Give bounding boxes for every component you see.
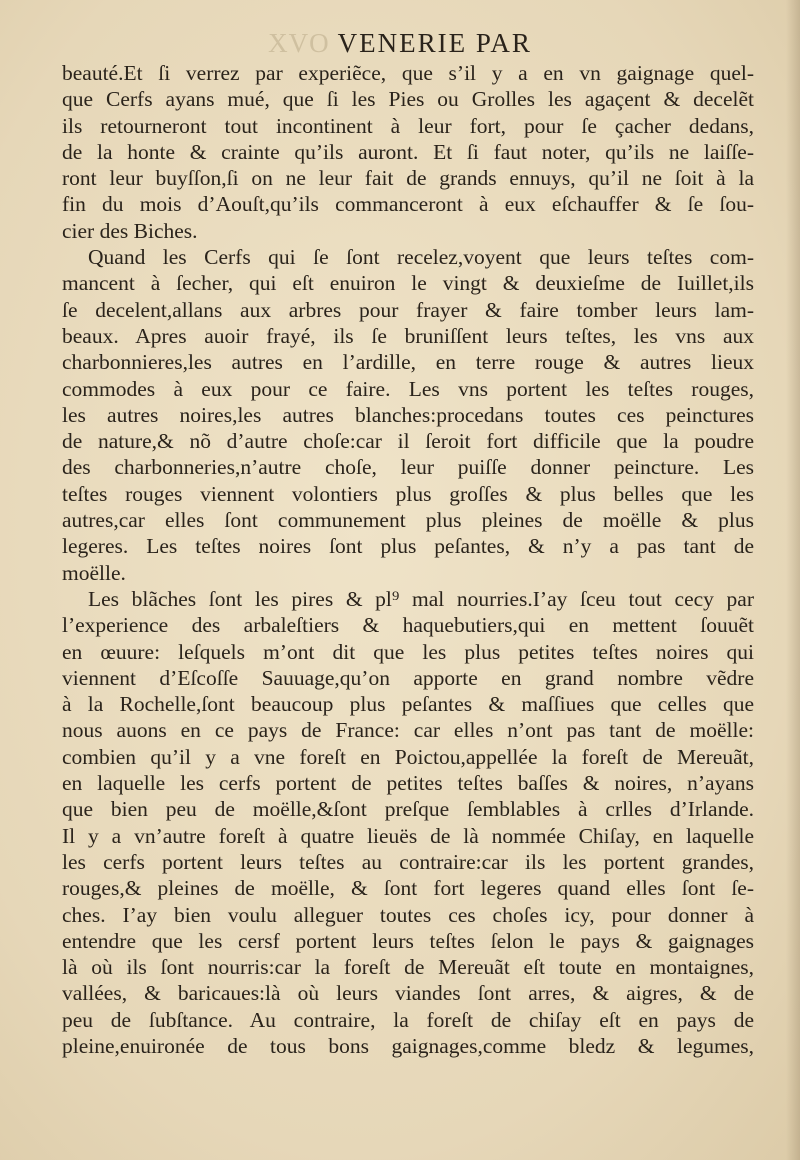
text-line: combien qu’il y a vne foreſt en Poictou,appellée la foreſt de Mereuãt, <box>62 744 754 769</box>
text-line: en œuure: leſquels m’ont dit que les plus petites teſtes noires qui <box>62 639 754 664</box>
text-line: de la honte & crainte qu’ils auront. Et ſi faut noter, qu’ils ne laiſſe- <box>62 139 754 164</box>
text-line: nous auons en ce pays de France: car elles n’ont pas tant de moëlle: <box>62 718 754 743</box>
text-line: viennent d’Eſcoſſe Sauuage,qu’on apporte en grand nombre vẽdre <box>62 665 754 690</box>
text-line: legeres. Les teſtes noires ſont plus peſantes, & n’y a pas tant de <box>62 534 754 559</box>
text-line: que Cerfs ayans mué, que ſi les Pies ou Grolles les agaçent & decelẽt <box>62 87 754 112</box>
text-line: que bien peu de moëlle,&ſont preſque ſemblables à crlles d’Irlande. <box>62 797 754 822</box>
text-line: beaux. Apres auoir frayé, ils ſe bruniſſent leurs teſtes, les vns aux <box>62 323 754 348</box>
text-line: rouges,& pleines de moëlle, & ſont fort legeres quand elles ſont ſe- <box>62 876 754 901</box>
text-line: Les blãches ſont les pires & pl⁹ mal nourries.I’ay ſceu tout cecy par <box>88 586 754 611</box>
text-line: les autres noires,les autres blanches:procedans toutes ces peinctures <box>62 402 754 427</box>
text-line: ches. I’ay bien voulu alleguer toutes ces choſes icy, pour donner à <box>62 902 754 927</box>
running-header-ghost: XVO <box>268 28 330 58</box>
text-line: moëlle. <box>62 560 126 585</box>
running-header <box>0 28 800 59</box>
text-line: beauté.Et ſi verrez par experiẽce, que s’il y a en vn gaignage quel- <box>62 61 754 85</box>
text-line: ſe decelent,allans aux arbres pour frayer & faire tomber leurs lam- <box>62 297 754 322</box>
text-line: les cerfs portent leurs teſtes au contraire:car ils les portent grandes, <box>62 849 754 874</box>
page-edge-shadow <box>786 0 800 1160</box>
text-line: autres,car elles ſont communement plus pleines de moëlle & plus <box>62 508 754 533</box>
text-line: ils retourneront tout incontinent à leur fort, pour ſe çacher dedans, <box>62 113 754 138</box>
running-header-title: VENERIE PAR <box>337 28 532 58</box>
text-line: à la Rochelle,ſont beaucoup plus peſantes & maſſiues que celles que <box>62 692 754 717</box>
text-line: peu de ſubſtance. Au contraire, la foreſt de chiſay eſt en pays de <box>62 1007 754 1032</box>
text-line: Quand les Cerfs qui ſe ſont recelez,voyent que leurs teſtes com- <box>88 245 754 270</box>
text-line: teſtes rouges viennent volontiers plus groſſes & plus belles que les <box>62 481 754 506</box>
text-line: des charbonneries,n’autre choſe, leur puiſſe donner peincture. Les <box>62 455 754 480</box>
text-line: pleine,enuironée de tous bons gaignages,comme bledz & legumes, <box>62 1033 754 1058</box>
text-line: cier des Biches. <box>62 218 198 243</box>
text-line: de nature,& nõ d’autre choſe:car il ſeroit fort difficile que la poudre <box>62 429 754 454</box>
text-line: mancent à ſecher, qui eſt enuiron le vingt & deuxieſme de Iuillet,ils <box>62 271 754 296</box>
text-line: ront leur buyſſon,ſi on ne leur fait de grands ennuys, qu’il ne ſoit à la <box>62 166 754 191</box>
page-body-text <box>62 60 754 1059</box>
text-line: en laquelle les cerfs portent de petites teſtes baſſes & noires, n’ayans <box>62 771 754 796</box>
text-line: l’experience des arbaleſtiers & haquebutiers,qui en mettent ſouuẽt <box>62 613 754 638</box>
text-line: charbonnieres,les autres en l’ardille, en terre rouge & autres lieux <box>62 350 754 375</box>
text-line: entendre que les cersf portent leurs teſtes ſelon le pays & gaignages <box>62 928 754 953</box>
text-line: là où ils ſont nourris:car la foreſt de Mereuãt eſt toute en montaignes, <box>62 955 754 980</box>
text-line: Il y a vn’autre foreſt à quatre lieuës de là nommée Chiſay, en laquelle <box>62 823 754 848</box>
text-line: commodes à eux pour ce faire. Les vns portent les teſtes rouges, <box>62 376 754 401</box>
text-line: fin du mois d’Aouſt,qu’ils commanceront à eux eſchauffer & ſe ſou- <box>62 192 754 217</box>
text-line: vallées, & baricaues:là où leurs viandes ſont arres, & aigres, & de <box>62 981 754 1006</box>
